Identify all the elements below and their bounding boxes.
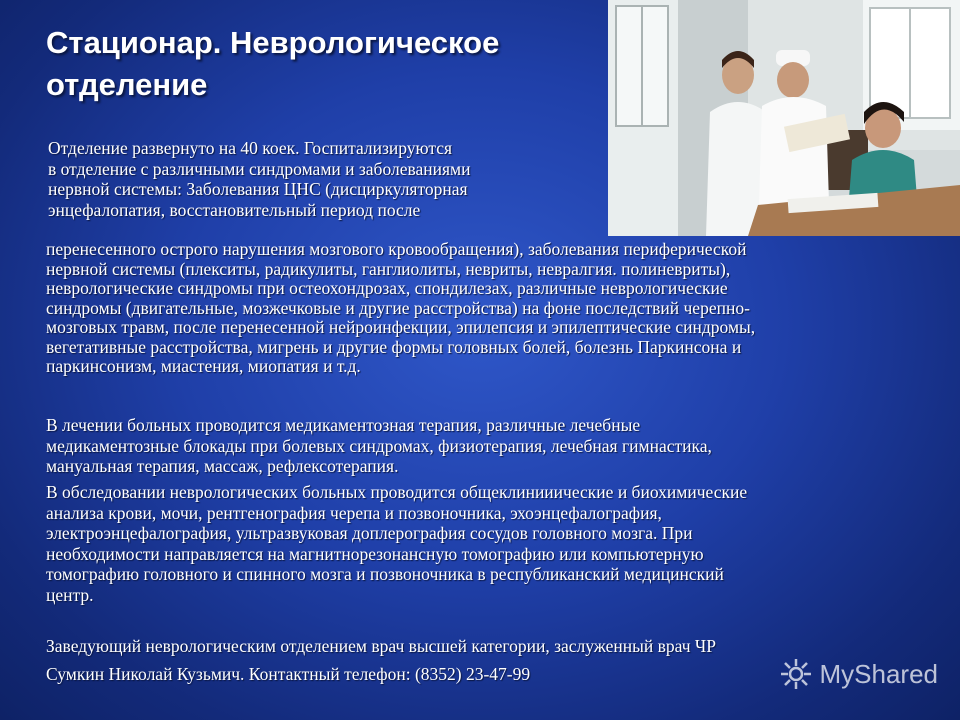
text-line: синдромы (двигательные, мозжечковые и другие расстройства) на фоне последствий черепно- xyxy=(46,297,750,318)
text-line: в отделение с различными синдромами и заболеваниями xyxy=(48,158,471,179)
contact-line-phone: Сумкин Николай Кузьмич. Контактный телефон: (8352) 23-47-99 xyxy=(46,664,531,684)
slide-title xyxy=(46,22,606,106)
text-line: Отделение развернуто на 40 коек. Госпитализируются xyxy=(48,138,453,158)
text-line: В обследовании неврологических больных проводится общеклинииические и биохимические xyxy=(46,482,748,502)
text-line: неврологические синдромы при остеохондрозах, спондилезах, различные неврологические xyxy=(46,278,728,298)
text-line: медикаментозные блокады при болевых синдромах, физиотерапия, лечебная гимнастика, xyxy=(46,435,712,456)
watermark xyxy=(778,654,939,694)
text-line: перенесенного острого нарушения мозгового кровообращения), заболевания периферической xyxy=(46,239,747,259)
text-line: томографию головного и спинного мозга и позвоночника в республиканский медицинский xyxy=(46,564,724,584)
title-line-1: Стационар. Неврологическое xyxy=(46,25,500,60)
text-line: В лечении больных проводится медикаментозная терапия, различные лечебные xyxy=(46,415,641,435)
text-line: нервной системы: Заболевания ЦНС (дисциркуляторная xyxy=(48,179,468,199)
paragraph-departments-intro xyxy=(46,138,926,220)
paragraph-examination xyxy=(46,482,926,605)
paragraph-diseases-list xyxy=(46,240,926,377)
text-line: паркинсонизм, миастения, миопатия и т.д. xyxy=(46,356,361,376)
text-line: центр. xyxy=(46,584,94,605)
watermark-text: MyShared xyxy=(819,658,938,689)
myshared-logo-icon xyxy=(778,656,814,692)
text-line: мозговых травм, после перенесенной нейроинфекции, эпилепсия и эпилептические синдромы, xyxy=(46,317,756,337)
text-line: нервной системы (плекситы, радикулиты, ганглиолиты, невриты, невралгия. полиневриты), xyxy=(46,258,731,279)
text-line: мануальная терапия, массаж, рефлексотерапия. xyxy=(46,456,399,476)
paragraph-treatment xyxy=(46,415,926,477)
text-line: энцефалопатия, восстановительный период после xyxy=(48,199,421,220)
text-line: вегетативные расстройства, мигрень и другие формы головных болей, болезнь Паркинсона и xyxy=(46,336,742,357)
title-line-2: отделение xyxy=(46,67,208,102)
text-line: электроэнцефалография, ультразвуковая доплерография сосудов головного мозга. При xyxy=(46,523,693,543)
contact-line-head: Заведующий неврологическим отделением врач высшей категории, заслуженный врач ЧР xyxy=(46,636,717,656)
text-line: необходимости направляется на магнитнорезонансную томографию или компьютерную xyxy=(46,543,704,564)
text-line: анализа крови, мочи, рентгенография черепа и позвоночника, эхоэнцефалография, xyxy=(46,502,662,523)
